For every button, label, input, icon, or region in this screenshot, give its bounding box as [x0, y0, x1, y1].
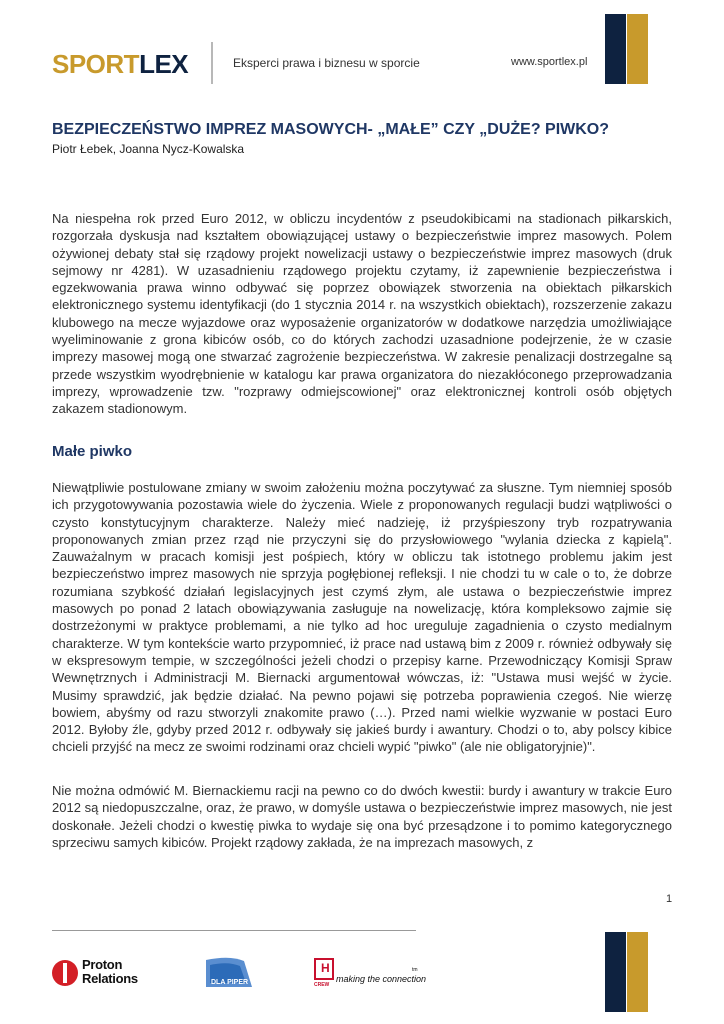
paragraph-main: Niewątpliwie postulowane zmiany w swoim założeniu można poczytywać za słuszne. Tym niemniej sposób ich przygotowywania pozostawia wiele do życzenia. Wiele z proponowanych regulacji budzi wątpliwości o czysto konstytucyjnym charakterze. Należy mieć nadzieję, iż przyśpieszony tryb rozpatrywania proponowanych zmian przez rząd nie przyczyni się do przysłowiowego "wylania dziecka z kąpielą". Zauważalnym w pracach komisji jest pośpiech, który w obliczu tak istotnego problemu jakim jest bezpieczeństwo imprez masowych nie sprzyja pogłębionej refleksji. I nie chodzi tu w cale o to, że dobrze rozumiana szybkość działań legislacyjnych jest czymś złym, ale ustawa o bezpieczeństwie imprez masowych po ponad 2 latach obowiązywania zasługuje na nowelizację, która kompleksowo zajmie się dostrzeżonymi w praktyce problemami, a nie tylko ad hoc ureguluje zagadnienia o czysto medialnym charakterze. W tym kontekście warto przypomnieć, iż prace nad ustawą bim z 2009 r. również odbywały się w ekspresowym tempie, w szczególności jeżeli chodzi o przepisy karne. Przewodniczący Komisji Spraw Wewnętrznych i Administracji M. Biernacki argumentował wówczas, iż: "Ustawa musi wejść w życie. Musimy sprawdzić, jak będzie działać. Na pewno pojawi się potrzeba poprawienia czegoś. Nie wierzę bowiem, abyśmy od razu stworzyli znakomite prawo (…). Przed nami wielkie wyzwanie w postaci Euro 2012. Byłoby źle, gdyby przed 2012 r. odbywały się jakieś burdy i awantury. Chodzi o to, aby polscy kibice chcieli przyjść na mecz ze swoimi rodzinami oraz chcieli wypić "piwko" (ale nie obligatoryjnie)".: [52, 480, 672, 755]
header-bar-gold: [627, 14, 648, 84]
footer-bar-gold: [627, 932, 648, 1012]
proton-relations-logo: Proton Relations: [52, 958, 152, 990]
proton-icon: [52, 960, 78, 986]
paragraph-intro: Na niespełna rok przed Euro 2012, w obliczu incydentów z pseudokibicami na stadionach piłkarskich, rozgorzała dyskusja nad kształtem obowiązującej ustawy o bezpieczeństwie imprez masowych. Polem ożywionej debaty stał się rządowy projekt nowelizacji ustawy o bezpieczeństwie imprez masowych (druk sejmowy nr 4281). W uzasadnieniu rządowego projektu czytamy, iż zapewnienie bezpieczeństwa i egzekwowania prawa winno odbywać się poprzez obowiązek stworzenia na obiektach piłkarskich elektronicznego systemu identyfikacji (do 1 stycznia 2014 r. na wszystkich obiektach), rozszerzenie zakazu klubowego na mecze wyjazdowe oraz wyposażenie organizatorów w dodatkowe narzędzia umożliwiające wyeliminowanie z grona kibiców osób, co do których zachodzi uzasadnione podejrzenie, że w czasie imprezy masowej mogą one stwarzać zagrożenie bezpieczeństwa. W zakresie penalizacji dostrzegalne są przede wszystkim wyodrębnienie w katalogu kar prawa organizatora do niezakłóconego przeprowadzania imprezy, wprowadzenie tzw. "rozprawy odmiejscowionej" oraz elektronicznej kontroli osób objętych zakazem stadionowym.: [52, 211, 672, 417]
footer-bar-navy: [605, 932, 626, 1012]
dla-piper-logo: [204, 957, 256, 991]
header-divider: [211, 42, 213, 84]
section-heading: Małe piwko: [52, 443, 133, 460]
dla-piper-icon: [204, 957, 256, 991]
svg-text:DLA PIPER: DLA PIPER: [211, 979, 249, 986]
header-bar-navy: [605, 14, 626, 84]
article-title: BEZPIECZEŃSTWO IMPREZ MASOWYCH- „MAŁE” CZY „DUŻE? PIWKO?: [52, 121, 610, 138]
paragraph-continued: Nie można odmówić M. Biernackiemu racji na pewno co do dwóch kwestii: burdy i awantury w trakcie Euro 2012 są niedopuszczalne, oraz, że prawo, w domyśle ustawa o bezpieczeństwie imprez masowych, nie jest doskonałe. Jeżeli chodzi o kwestię piwka to wydaje się ona być przesądzone i to pomimo kategorycznego sprzeciwu samych kibiców. Projekt rządowy zakłada, że na imprezach masowych, z: [52, 783, 672, 850]
page-number: 1: [666, 893, 673, 905]
sportlex-logo: SPORTLEX: [52, 49, 189, 79]
footer-rule: [52, 930, 416, 931]
header-tagline: Eksperci prawa i biznesu w sporcie: [233, 56, 420, 70]
website-link[interactable]: www.sportlex.pl: [511, 56, 588, 68]
crew-logo: H CREW making the connection tm: [314, 958, 434, 990]
article-authors: Piotr Łebek, Joanna Nycz-Kowalska: [52, 142, 245, 156]
